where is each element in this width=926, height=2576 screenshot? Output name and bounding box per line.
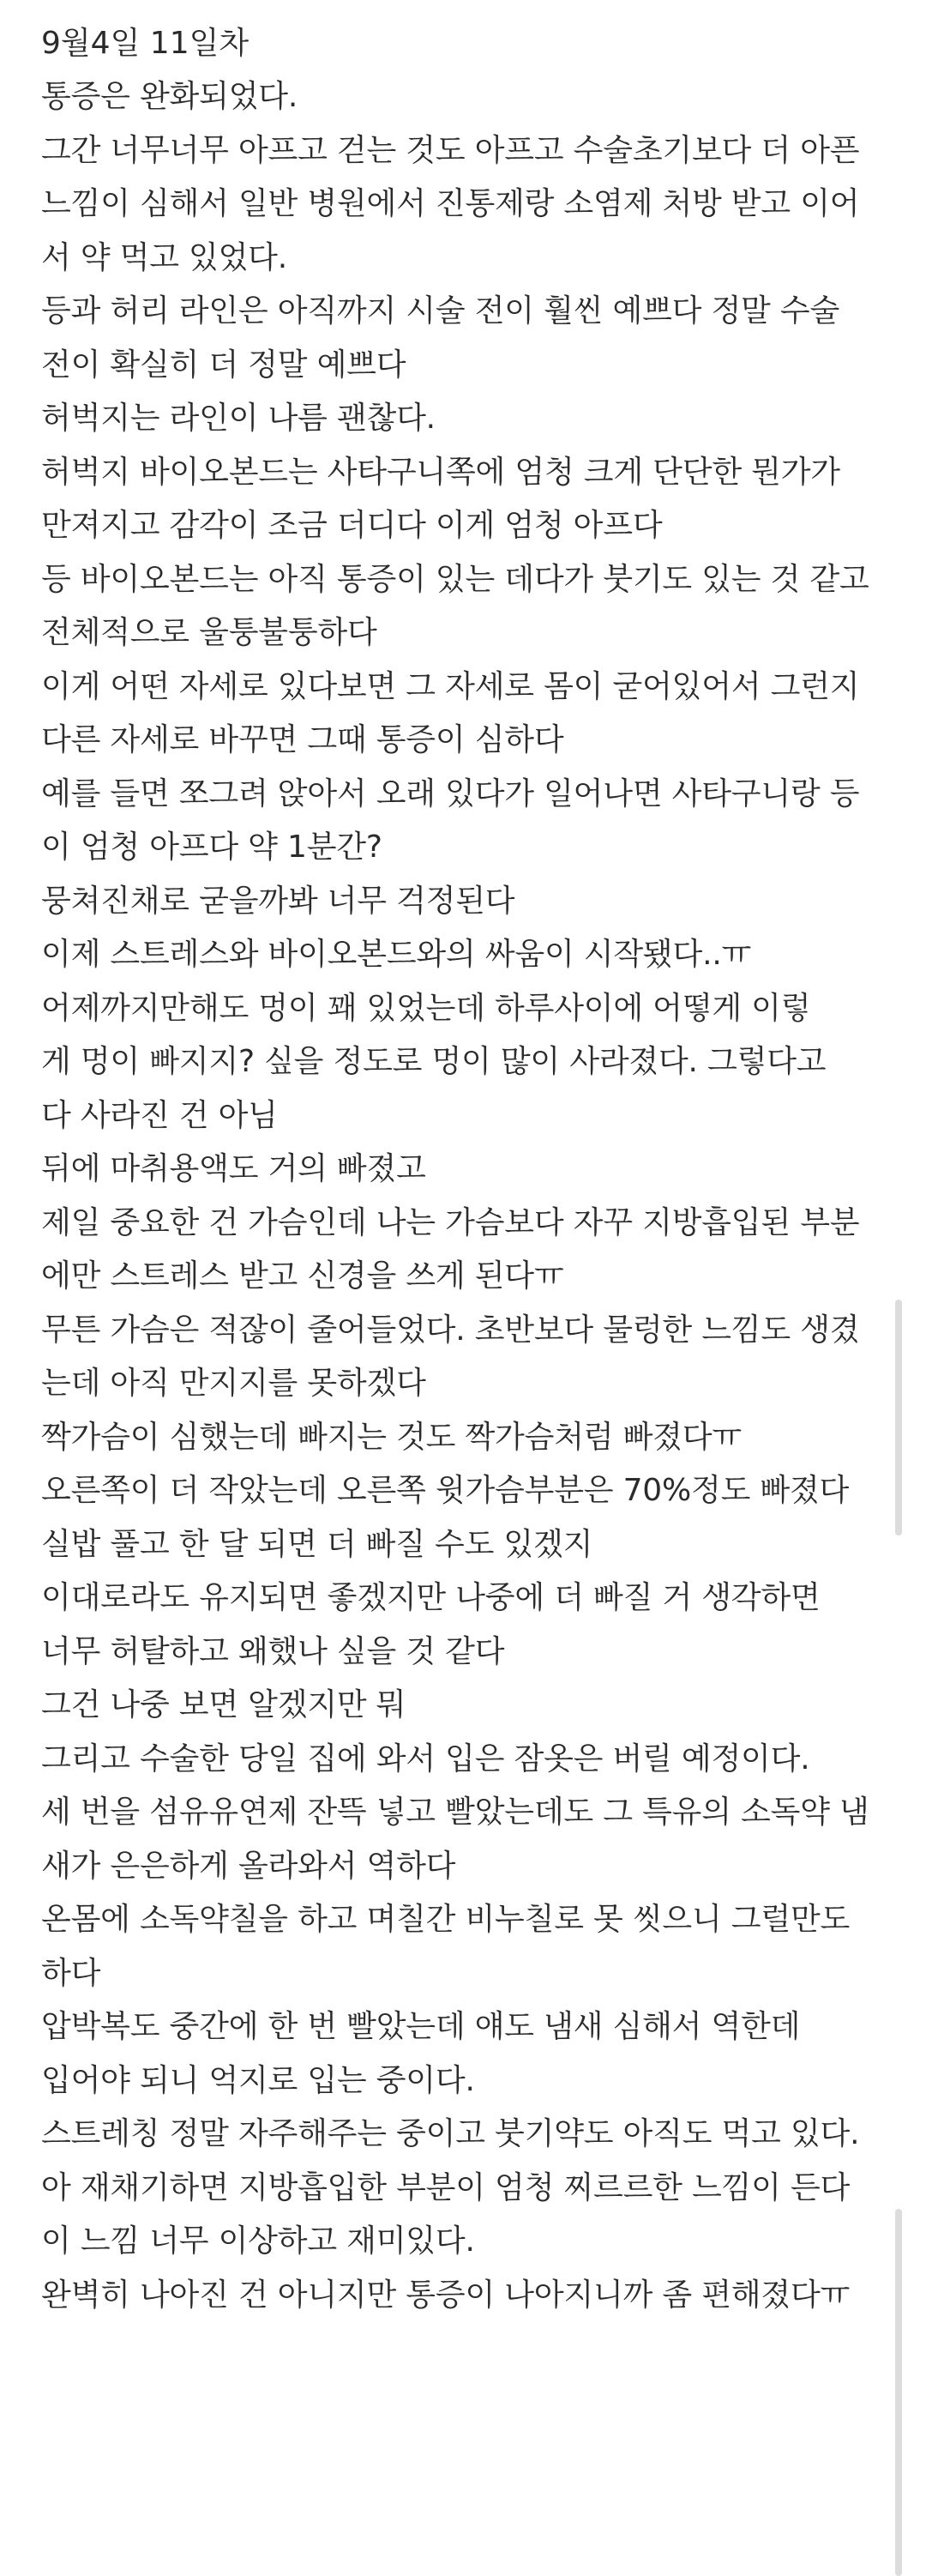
text-line: 입어야 되니 억지로 입는 중이다.	[41, 2062, 475, 2098]
text-line: 그리고 수술한 당일 집에 와서 입은 잠옷은 버릴 예정이다.	[41, 1740, 810, 1777]
text-line: 실밥 풀고 한 달 되면 더 빠질 수도 있겠지	[41, 1526, 593, 1562]
text-line: 는데 아직 만지지를 못하겠다	[41, 1366, 426, 1401]
text-line: 전체적으로 울퉁불퉁하다	[41, 615, 377, 650]
text-line: 뒤에 마취용액도 거의 빠졌고	[41, 1151, 426, 1186]
text-line: 전이 확실히 더 정말 예쁘다	[41, 347, 406, 383]
text-line: 느낌이 심해서 일반 병원에서 진통제랑 소염제 처방 받고 이어	[41, 186, 860, 221]
text-line: 다 사라진 건 아님	[41, 1097, 278, 1133]
text-line: 뭉쳐진채로 굳을까봐 너무 걱정된다	[41, 883, 515, 919]
text-line: 이 엄청 아프다 약 1분간?	[41, 830, 382, 865]
scrollbar-thumb[interactable]	[895, 1300, 902, 1535]
text-line: 예를 들면 쪼그려 앉아서 오래 있다가 일어나면 사타구니랑 등	[41, 775, 860, 811]
text-line: 만져지고 감각이 조금 더디다 이게 엄청 아프다	[41, 508, 663, 543]
text-line: 압박복도 중간에 한 번 빨았는데 얘도 냄새 심해서 역한데	[41, 2009, 801, 2044]
text-line: 어제까지만해도 멍이 꽤 있었는데 하루사이에 어떻게 이렇	[41, 990, 811, 1026]
text-line: 제일 중요한 건 가슴인데 나는 가슴보다 자꾸 지방흡입된 부분	[41, 1204, 860, 1240]
text-line: 등과 허리 라인은 아직까지 시술 전이 훨씬 예쁘다 정말 수술	[41, 293, 840, 329]
text-line: 허벅지 바이오본드는 사타구니쪽에 엄청 크게 단단한 뭔가가	[41, 454, 840, 490]
text-line: 그건 나중 보면 알겠지만 뭐	[41, 1687, 406, 1722]
text-line: 짝가슴이 심했는데 빠지는 것도 짝가슴처럼 빠졌다ㅠ	[41, 1419, 742, 1455]
text-line: 세 번을 섬유유연제 잔뜩 넣고 빨았는데도 그 특유의 소독약 냄	[41, 1795, 869, 1830]
text-line: 통증은 완화되었다.	[41, 79, 298, 114]
text-line: 게 멍이 빠지지? 싶을 정도로 멍이 많이 사라졌다. 그렇다고	[41, 1044, 827, 1079]
text-line: 새가 은은하게 올라와서 역하다	[41, 1848, 456, 1884]
text-line: 등 바이오본드는 아직 통증이 있는 데다가 붓기도 있는 것 같고	[41, 561, 869, 597]
text-line: 무튼 가슴은 적잖이 줄어들었다. 초반보다 물렁한 느낌도 생겼	[41, 1312, 860, 1348]
text-line: 이게 어떤 자세로 있다보면 그 자세로 몸이 굳어있어서 그런지	[41, 668, 860, 704]
text-line: 이 느낌 너무 이상하고 재미있다.	[41, 2223, 475, 2259]
text-line: 다른 자세로 바꾸면 그때 통증이 심하다	[41, 722, 564, 757]
text-line: 오른쪽이 더 작았는데 오른쪽 윗가슴부분은 70%정도 빠졌다	[41, 1473, 850, 1508]
text-line: 아 재채기하면 지방흡입한 부분이 엄청 찌르르한 느낌이 든다	[41, 2169, 851, 2205]
text-line: 에만 스트레스 받고 신경을 쓰게 된다ㅠ	[41, 1258, 564, 1294]
note-title: 9월4일 11일차	[41, 26, 250, 61]
text-line: 허벅지는 라인이 나름 괜찮다.	[41, 401, 436, 436]
text-line: 완벽히 나아진 건 아니지만 통증이 나아지니까 좀 편해졌다ㅠ	[41, 2277, 851, 2313]
text-line: 온몸에 소독약칠을 하고 며칠간 비누칠로 못 씻으니 그럴만도	[41, 1902, 851, 1937]
text-line: 서 약 먹고 있었다.	[41, 239, 288, 275]
text-line: 이제 스트레스와 바이오본드와의 싸움이 시작됐다..ㅠ	[41, 937, 752, 972]
text-line: 이대로라도 유지되면 좋겠지만 나중에 더 빠질 거 생각하면	[41, 1580, 821, 1615]
text-line: 스트레칭 정말 자주해주는 중이고 붓기약도 아직도 먹고 있다.	[41, 2116, 860, 2151]
text-line: 그간 너무너무 아프고 걷는 것도 아프고 수술초기보다 더 아픈	[41, 132, 860, 168]
note-lines	[41, 70, 897, 2322]
scrollbar-thumb[interactable]	[895, 2209, 902, 2576]
text-line: 하다	[41, 1955, 101, 1991]
text-line: 너무 허탈하고 왜했나 싶을 것 같다	[41, 1633, 505, 1669]
